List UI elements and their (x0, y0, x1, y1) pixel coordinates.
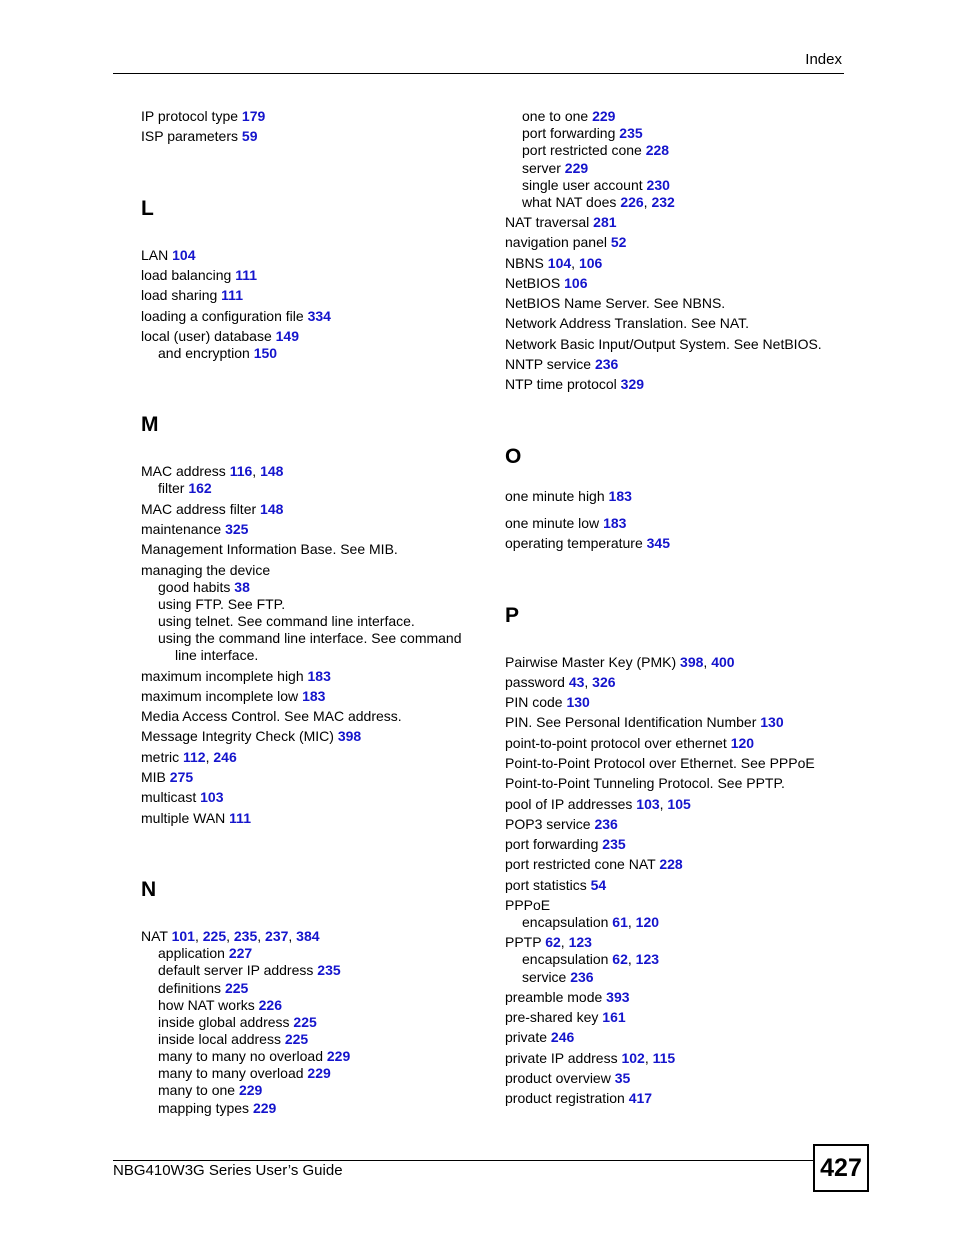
index-term: using telnet. See command line interface. (158, 613, 415, 629)
page-reference-link[interactable]: 111 (229, 810, 251, 826)
index-entry (141, 928, 320, 945)
page-reference-link[interactable]: 130 (760, 714, 784, 730)
page-reference-link[interactable]: 104 (172, 247, 196, 263)
index-term: and encryption (158, 345, 254, 361)
page-reference-link[interactable]: 112 (183, 749, 206, 765)
page-separator: , (257, 928, 266, 944)
index-term: pool of IP addresses (505, 796, 637, 812)
page-reference-link[interactable]: 61 (612, 914, 628, 930)
page-reference-link[interactable]: 227 (228, 945, 253, 961)
index-subentry (158, 1014, 317, 1031)
page-reference-link[interactable]: 52 (610, 234, 627, 250)
page-reference-link[interactable]: 229 (592, 108, 616, 124)
index-entry (505, 1070, 630, 1087)
page-reference-link[interactable]: 417 (628, 1090, 653, 1106)
index-term: PIN code (505, 694, 567, 710)
page-reference-link[interactable]: 161 (602, 1009, 626, 1025)
index-entry (141, 328, 299, 345)
index-subentry (158, 345, 277, 362)
page-separator: , (226, 928, 234, 944)
index-term: NAT traversal (505, 214, 594, 230)
page-number: 427 (813, 1144, 869, 1192)
index-term: port restricted cone NAT (505, 856, 660, 872)
page-reference-link[interactable]: 106 (578, 255, 603, 271)
footer-guide-title: NBG410W3G Series User’s Guide (113, 1162, 343, 1179)
index-subentry (158, 596, 285, 613)
index-term: Management Information Base. See MIB. (141, 541, 398, 557)
index-entry (141, 521, 248, 538)
index-term: inside global address (158, 1014, 294, 1030)
index-entry (141, 108, 265, 125)
page-reference-link[interactable]: 123 (635, 951, 660, 967)
index-term: good habits (158, 579, 235, 595)
index-entry (505, 1029, 574, 1046)
index-subentry (158, 1048, 350, 1065)
page-reference-link[interactable]: 398 (337, 728, 362, 744)
page-reference-link[interactable]: 226 (620, 194, 644, 210)
index-term: port forwarding (522, 125, 620, 141)
index-subentry (158, 630, 462, 647)
index-entry (505, 816, 618, 833)
index-term: managing the device (141, 562, 271, 578)
index-term: PPTP (505, 934, 546, 950)
index-term: navigation panel (505, 234, 611, 250)
index-entry (141, 668, 331, 685)
page-reference-link[interactable]: 225 (202, 928, 227, 944)
page-separator: , (627, 951, 636, 967)
page-reference-link[interactable]: 236 (594, 356, 619, 372)
index-term: NBNS (505, 255, 548, 271)
page-reference-link[interactable]: 162 (188, 480, 212, 496)
index-subentry (158, 945, 252, 962)
page-separator: , (252, 463, 261, 479)
page-reference-link[interactable]: 235 (602, 836, 626, 852)
page-separator: , (194, 928, 203, 944)
page-separator: , (560, 934, 569, 950)
page-reference-link[interactable]: 62 (545, 934, 561, 950)
index-subentry (522, 125, 643, 142)
index-term: NNTP service (505, 356, 595, 372)
index-term: NTP time protocol (505, 376, 621, 392)
page-reference-link[interactable]: 225 (224, 980, 249, 996)
page-reference-link[interactable]: 148 (260, 501, 284, 517)
index-term: port forwarding (505, 836, 603, 852)
page-separator: , (571, 255, 579, 271)
index-term: product registration (505, 1090, 629, 1106)
index-entry (141, 308, 331, 325)
index-subentry (158, 1100, 276, 1117)
page-reference-link[interactable]: 275 (169, 769, 194, 785)
index-subentry (522, 951, 659, 968)
index-subentry (158, 579, 250, 596)
index-entry (505, 356, 618, 373)
index-entry (141, 562, 270, 579)
page-reference-link[interactable]: 59 (241, 128, 258, 144)
index-subentry (522, 177, 670, 194)
index-term: how NAT works (158, 997, 259, 1013)
page-separator: , (703, 654, 712, 670)
page-reference-link[interactable]: 393 (606, 989, 630, 1005)
index-term: server (522, 160, 565, 176)
index-term: one minute high (505, 488, 609, 504)
page-reference-link[interactable]: 183 (608, 488, 632, 504)
index-entry (505, 1009, 626, 1026)
index-letter-heading: L (141, 197, 154, 220)
index-entry (505, 295, 725, 312)
index-entry (141, 267, 257, 284)
index-entry (505, 1090, 652, 1107)
index-entry (141, 810, 251, 827)
index-term: load sharing (141, 287, 222, 303)
index-entry (505, 775, 785, 792)
index-entry (505, 654, 735, 671)
page-reference-link[interactable]: 104 (547, 255, 572, 271)
index-subentry (522, 108, 615, 125)
page-reference-link[interactable]: 232 (651, 194, 675, 210)
index-entry (505, 934, 592, 951)
index-entry (141, 789, 223, 806)
page-reference-link[interactable]: 103 (200, 789, 224, 805)
index-term: Media Access Control. See MAC address. (141, 708, 402, 724)
page-reference-link[interactable]: 54 (590, 877, 607, 893)
index-term: line interface. (175, 647, 259, 663)
index-term: preamble mode (505, 989, 607, 1005)
index-term: encapsulation (522, 951, 613, 967)
page-reference-link[interactable]: 326 (592, 674, 616, 690)
index-term: multiple WAN (141, 810, 230, 826)
index-term: encapsulation (522, 914, 613, 930)
index-term: inside local address (158, 1031, 285, 1047)
index-term: mapping types (158, 1100, 253, 1116)
index-subentry (158, 613, 415, 630)
index-term: single user account (522, 177, 647, 193)
page-reference-link[interactable]: 384 (296, 928, 320, 944)
page-reference-link[interactable]: 246 (550, 1029, 575, 1045)
index-letter-heading: M (141, 413, 159, 436)
page-reference-link[interactable]: 43 (568, 674, 585, 690)
header-rule (113, 73, 844, 74)
index-entry (505, 315, 749, 332)
index-subentry (522, 160, 588, 177)
index-entry (141, 247, 195, 264)
index-term: private (505, 1029, 551, 1045)
page-reference-link[interactable]: 35 (614, 1070, 631, 1086)
index-term: multicast (141, 789, 201, 805)
page-reference-link[interactable]: 334 (307, 308, 331, 324)
index-term: IP protocol type (141, 108, 242, 124)
page-reference-link[interactable]: 236 (594, 816, 618, 832)
index-entry (505, 255, 602, 272)
page-reference-link[interactable]: 237 (265, 928, 289, 944)
index-term: maximum incomplete high (141, 668, 308, 684)
page-reference-link[interactable]: 38 (234, 579, 250, 595)
index-entry (505, 897, 550, 914)
index-subentry (158, 980, 248, 997)
page-separator: , (205, 749, 214, 765)
index-term: private IP address (505, 1050, 622, 1066)
index-term: ISP parameters (141, 128, 242, 144)
index-term: default server IP address (158, 962, 318, 978)
page-reference-link[interactable]: 183 (603, 515, 627, 531)
page-reference-link[interactable]: 228 (659, 856, 683, 872)
page-separator: , (627, 914, 636, 930)
page-reference-link[interactable]: 229 (238, 1082, 263, 1098)
index-entry (505, 989, 630, 1006)
index-subentry (158, 1031, 308, 1048)
index-term: NAT (141, 928, 172, 944)
page-reference-link[interactable]: 105 (667, 796, 691, 812)
page-reference-link[interactable]: 62 (612, 951, 628, 967)
index-entry (505, 694, 590, 711)
index-term: one to one (522, 108, 593, 124)
index-subentry (158, 1065, 331, 1082)
index-term: Point-to-Point Tunneling Protocol. See PPTP. (505, 775, 785, 791)
index-entry (505, 376, 644, 393)
page-reference-link[interactable]: 111 (235, 267, 258, 283)
page-reference-link[interactable]: 149 (275, 328, 299, 344)
index-entry (505, 856, 683, 873)
index-entry (505, 714, 784, 731)
index-term: PPPoE (505, 897, 551, 913)
page-reference-link[interactable]: 230 (646, 177, 670, 193)
page-separator: , (643, 194, 652, 210)
index-subentry (158, 997, 282, 1014)
index-term: application (158, 945, 229, 961)
index-entry (505, 535, 670, 552)
page-reference-link[interactable]: 179 (241, 108, 266, 124)
index-entry (141, 749, 237, 766)
index-entry (505, 234, 626, 251)
page-reference-link[interactable]: 102 (621, 1050, 645, 1066)
index-term: local (user) database (141, 328, 276, 344)
index-term: many to many overload (158, 1065, 308, 1081)
index-term: LAN (141, 247, 173, 263)
page-reference-link[interactable]: 325 (225, 521, 249, 537)
index-letter-heading: P (505, 604, 520, 627)
index-term: load balancing (141, 267, 236, 283)
index-entry (505, 336, 822, 353)
page-reference-link[interactable]: 150 (253, 345, 278, 361)
index-entry (141, 128, 257, 145)
index-term: loading a configuration file (141, 308, 308, 324)
index-term: many to one (158, 1082, 239, 1098)
running-header-section: Index (805, 51, 842, 68)
page-separator: , (288, 928, 297, 944)
index-term: definitions (158, 980, 225, 996)
index-letter-heading: O (505, 445, 522, 468)
page-reference-link[interactable]: 111 (221, 287, 243, 303)
page-reference-link[interactable]: 236 (570, 969, 594, 985)
index-entry (141, 688, 325, 705)
page-reference-link[interactable]: 228 (645, 142, 670, 158)
footer-rule (113, 1160, 813, 1161)
index-term: product overview (505, 1070, 615, 1086)
index-term: metric (141, 749, 183, 765)
index-entry (505, 836, 626, 853)
page-reference-link[interactable]: 225 (284, 1031, 309, 1047)
index-term: one minute low (505, 515, 604, 531)
index-term: port statistics (505, 877, 591, 893)
index-term: using the command line interface. See command (158, 630, 462, 646)
index-subentry (175, 647, 258, 664)
page-reference-link[interactable]: 120 (635, 914, 660, 930)
index-term: Pairwise Master Key (PMK) (505, 654, 681, 670)
index-entry (505, 488, 632, 505)
index-entry (141, 728, 361, 745)
index-term: what NAT does (522, 194, 621, 210)
page-reference-link[interactable]: 183 (302, 688, 326, 704)
page-separator: , (644, 1050, 653, 1066)
page-separator: , (584, 674, 593, 690)
page-reference-link[interactable]: 225 (293, 1014, 317, 1030)
page-reference-link[interactable]: 329 (620, 376, 645, 392)
index-term: Message Integrity Check (MIC) (141, 728, 338, 744)
page-reference-link[interactable]: 120 (730, 735, 755, 751)
page-reference-link[interactable]: 345 (646, 535, 670, 551)
index-letter-heading: N (141, 878, 157, 901)
page-reference-link[interactable]: 116 (229, 463, 253, 479)
page-reference-link[interactable]: 183 (307, 668, 331, 684)
index-term: POP3 service (505, 816, 595, 832)
page-reference-link[interactable]: 246 (213, 749, 237, 765)
index-term: password (505, 674, 569, 690)
index-term: filter (158, 480, 189, 496)
page-reference-link[interactable]: 148 (260, 463, 284, 479)
index-subentry (158, 480, 212, 497)
index-entry (505, 214, 617, 231)
page-reference-link[interactable]: 103 (636, 796, 660, 812)
page-reference-link[interactable]: 115 (652, 1050, 676, 1066)
index-term: MAC address (141, 463, 230, 479)
index-term: MIB (141, 769, 170, 785)
index-term: pre-shared key (505, 1009, 603, 1025)
index-entry (505, 674, 616, 691)
index-entry (141, 708, 402, 725)
index-term: operating temperature (505, 535, 647, 551)
index-term: NetBIOS Name Server. See NBNS. (505, 295, 726, 311)
index-term: NetBIOS (505, 275, 565, 291)
page-reference-link[interactable]: 229 (252, 1100, 277, 1116)
index-entry (505, 796, 691, 813)
index-term: Network Address Translation. See NAT. (505, 315, 750, 331)
index-subentry (522, 914, 659, 931)
index-term: Point-to-Point Protocol over Ethernet. See PPPoE (505, 755, 815, 771)
index-entry (141, 541, 398, 558)
index-subentry (158, 962, 341, 979)
index-term: using FTP. See FTP. (158, 596, 286, 612)
index-term: many to many no overload (158, 1048, 327, 1064)
index-entry (141, 769, 193, 786)
index-term: point-to-point protocol over ethernet (505, 735, 731, 751)
index-term: Network Basic Input/Output System. See NetBIOS. (505, 336, 822, 352)
index-entry (505, 1050, 675, 1067)
index-term: MAC address filter (141, 501, 261, 517)
page-reference-link[interactable]: 130 (566, 694, 590, 710)
index-subentry (158, 1082, 262, 1099)
page-separator: , (659, 796, 668, 812)
index-entry (505, 877, 606, 894)
index-entry (505, 515, 626, 532)
index-entry (505, 275, 588, 292)
page-reference-link[interactable]: 281 (593, 214, 617, 230)
index-term: service (522, 969, 571, 985)
index-entry (141, 463, 283, 480)
index-subentry (522, 969, 594, 986)
index-term: maintenance (141, 521, 226, 537)
page-reference-link[interactable]: 235 (233, 928, 258, 944)
page-reference-link[interactable]: 398 (680, 654, 704, 670)
page-reference-link[interactable]: 123 (568, 934, 592, 950)
index-term: port restricted cone (522, 142, 646, 158)
index-term: maximum incomplete low (141, 688, 303, 704)
index-term: PIN. See Personal Identification Number (505, 714, 761, 730)
index-subentry (522, 142, 669, 159)
page-reference-link[interactable]: 235 (619, 125, 643, 141)
page-reference-link[interactable]: 229 (307, 1065, 331, 1081)
page-reference-link[interactable]: 229 (564, 160, 589, 176)
page-reference-link[interactable]: 101 (171, 928, 195, 944)
page-reference-link[interactable]: 106 (564, 275, 588, 291)
page-reference-link[interactable]: 229 (326, 1048, 351, 1064)
page-reference-link[interactable]: 235 (317, 962, 341, 978)
index-entry (141, 287, 243, 304)
index-subentry (522, 194, 675, 211)
index-entry (141, 501, 283, 518)
index-entry (505, 735, 754, 752)
index-entry (505, 755, 815, 772)
page-reference-link[interactable]: 226 (258, 997, 282, 1013)
page-reference-link[interactable]: 400 (711, 654, 735, 670)
